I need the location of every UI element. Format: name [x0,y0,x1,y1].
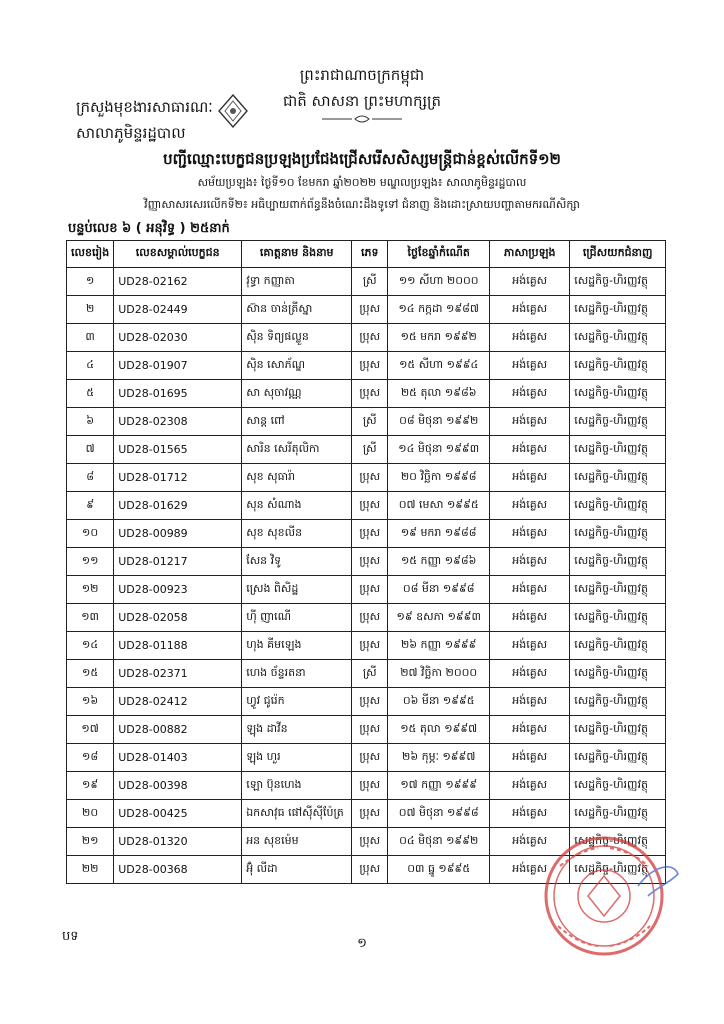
cell-language: អង់គ្លេស [490,772,570,800]
cell-gender: ប្រុស [352,856,388,884]
cell-specialty: សេដ្ឋកិច្ច-ហិរញ្ញវត្ថុ [570,856,666,884]
cell-candidate-id: UD28-02371 [114,660,242,688]
ministry-name: ក្រសួងមុខងារសាធារណៈ [76,98,213,116]
cell-no: ៣ [67,324,114,352]
cell-language: អង់គ្លេស [490,324,570,352]
ministry-logo-icon [218,94,248,128]
cell-gender: ស្រី [352,408,388,436]
cell-name: ស៊ិន សោភ័ណ្ឌ [242,352,352,380]
cell-no: ៧ [67,436,114,464]
cell-no: ២២ [67,856,114,884]
cell-name: វុទ្ធា កញ្ញាតា [242,268,352,296]
cell-gender: ប្រុស [352,520,388,548]
cell-name: សែន វិទូ [242,548,352,576]
cell-language: អង់គ្លេស [490,492,570,520]
cell-language: អង់គ្លេស [490,660,570,688]
cell-language: អង់គ្លេស [490,464,570,492]
cell-no: ១៧ [67,716,114,744]
cell-specialty: សេដ្ឋកិច្ច-ហិរញ្ញវត្ថុ [570,268,666,296]
cell-no: ២១ [67,828,114,856]
cell-no: ១៣ [67,604,114,632]
table-row [67,716,666,744]
cell-specialty: សេដ្ឋកិច្ច-ហិរញ្ញវត្ថុ [570,548,666,576]
cell-candidate-id: UD28-01403 [114,744,242,772]
table-row [67,688,666,716]
cell-name: ឡោ ប៊ុនហេង [242,772,352,800]
cell-dob: ០៧ មិថុនា ១៩៩៨ [388,800,490,828]
cell-gender: ប្រុស [352,716,388,744]
cell-gender: ប្រុស [352,576,388,604]
table-row [67,632,666,660]
cell-specialty: សេដ្ឋកិច្ច-ហិរញ្ញវត្ថុ [570,352,666,380]
cell-no: ១៩ [67,772,114,800]
table-row [67,492,666,520]
school-name: សាលាភូមិន្ទរដ្ឋបាល [76,124,186,142]
cell-language: អង់គ្លេស [490,604,570,632]
table-row [67,268,666,296]
exam-session: សម័យប្រឡង៖ ថ្ងៃទី១០ ខែមករា ឆ្នាំ២០២២ មណ្ឌលប្រឡង៖ សាលាភូមិន្ទរដ្ឋបាល [197,176,527,189]
cell-candidate-id: UD28-01907 [114,352,242,380]
cell-name: ស៊ិន ទិព្យផល្លួន [242,324,352,352]
cell-name: ហ្វូវ ជូរ៉េក [242,688,352,716]
cell-candidate-id: UD28-02058 [114,604,242,632]
cell-dob: ០៨ មិថុនា ១៩៩២ [388,408,490,436]
cell-language: អង់គ្លេស [490,856,570,884]
table-row [67,436,666,464]
cell-gender: ប្រុស [352,352,388,380]
cell-dob: ១៥ មករា ១៩៩២ [388,324,490,352]
cell-gender: ប្រុស [352,688,388,716]
table-row [67,548,666,576]
cell-language: អង់គ្លេស [490,828,570,856]
cell-dob: ២៦ កុម្ភៈ ១៩៩៧ [388,744,490,772]
cell-no: ៨ [67,464,114,492]
document-title: បញ្ជីឈ្មោះបេក្ខជនប្រឡងប្រជែងជ្រើសរើសសិស្សមន្ត្រីជាន់ខ្ពស់លើកទី១២ [163,150,561,168]
table-header-row [67,241,666,268]
cell-dob: ១៤ កក្កដា ១៩៨៧ [388,296,490,324]
cell-candidate-id: UD28-01695 [114,380,242,408]
cell-name: សុខ សុខលីន [242,520,352,548]
cell-gender: ប្រុស [352,380,388,408]
cell-specialty: សេដ្ឋកិច្ច-ហិរញ្ញវត្ថុ [570,688,666,716]
cell-gender: ស្រី [352,660,388,688]
table-row [67,464,666,492]
cell-language: អង់គ្លេស [490,688,570,716]
table-row [67,520,666,548]
cell-dob: ១១ សីហា ២០០០ [388,268,490,296]
cell-no: ២ [67,296,114,324]
ornament-divider-icon [322,114,402,124]
cell-language: អង់គ្លេស [490,548,570,576]
cell-dob: ១៩ ឧសភា ១៩៩៣ [388,604,490,632]
table-row [67,576,666,604]
cell-language: អង់គ្លេស [490,744,570,772]
cell-gender: ប្រុស [352,772,388,800]
cell-gender: ប្រុស [352,744,388,772]
cell-specialty: សេដ្ឋកិច្ច-ហិរញ្ញវត្ថុ [570,408,666,436]
cell-candidate-id: UD28-00368 [114,856,242,884]
cell-dob: ១៥ តុលា ១៩៩៧ [388,716,490,744]
cell-language: អង់គ្លេស [490,352,570,380]
cell-dob: ០៤ មិថុនា ១៩៩២ [388,828,490,856]
table-row [67,744,666,772]
cell-candidate-id: UD28-02030 [114,324,242,352]
cell-name: សុខ សុធារ៉ា [242,464,352,492]
cell-name: ស្រេង ពិសិដ្ឋ [242,576,352,604]
room-label: បន្ទប់លេខ ៦ ( អនុវិទ្ធ ) ២៥នាក់ [68,221,230,236]
cell-name: ស៊ាន ចាន់ត្រីស្នា [242,296,352,324]
cell-candidate-id: UD28-02449 [114,296,242,324]
cell-dob: ១៩ មករា ១៩៨៨ [388,520,490,548]
table-row [67,380,666,408]
cell-name: ហេង ច័ន្ទរតនា [242,660,352,688]
cell-no: ២០ [67,800,114,828]
cell-no: ៤ [67,352,114,380]
cell-candidate-id: UD28-01629 [114,492,242,520]
page-number: ១ [357,936,367,951]
cell-candidate-id: UD28-01320 [114,828,242,856]
cell-no: ១១ [67,548,114,576]
table-row [67,352,666,380]
cell-language: អង់គ្លេស [490,436,570,464]
cell-gender: ប្រុស [352,324,388,352]
cell-specialty: សេដ្ឋកិច្ច-ហិរញ្ញវត្ថុ [570,296,666,324]
cell-name: អន សុខម៉េម [242,828,352,856]
cell-gender: ស្រី [352,268,388,296]
cell-gender: ប្រុស [352,464,388,492]
cell-language: អង់គ្លេស [490,408,570,436]
cell-candidate-id: UD28-00923 [114,576,242,604]
cell-specialty: សេដ្ឋកិច្ច-ហិរញ្ញវត្ថុ [570,520,666,548]
cell-name: អ៊ុំ លីដា [242,856,352,884]
cell-language: អង់គ្លេស [490,800,570,828]
table-row [67,800,666,828]
kingdom-heading: ព្រះរាជាណាចក្រកម្ពុជា [299,66,425,84]
cell-specialty: សេដ្ឋកិច្ច-ហិរញ្ញវត្ថុ [570,324,666,352]
cell-name: សា សុចាវណ្ណ [242,380,352,408]
cell-name: សុន សំណាង [242,492,352,520]
cell-dob: ២៦ កញ្ញា ១៩៩៩ [388,632,490,660]
cell-candidate-id: UD28-01188 [114,632,242,660]
cell-specialty: សេដ្ឋកិច្ច-ហិរញ្ញវត្ថុ [570,436,666,464]
cell-dob: ១៥ សីហា ១៩៩៤ [388,352,490,380]
table-row [67,660,666,688]
cell-name: ឯកសាវុធ ផៅស៊ីស៊ីប៉ែត្រ [242,800,352,828]
cell-candidate-id: UD28-01565 [114,436,242,464]
cell-language: អង់គ្លេស [490,632,570,660]
header-dob: ថ្ងៃខែឆ្នាំកំណើត [388,241,490,268]
header-language: ភាសាប្រឡង [490,241,570,268]
cell-name: ឡុង ដាវីន [242,716,352,744]
table-row [67,408,666,436]
cell-no: ១៤ [67,632,114,660]
cell-dob: ២៧ វិច្ឆិកា ២០០០ [388,660,490,688]
cell-candidate-id: UD28-00398 [114,772,242,800]
cell-no: ១ [67,268,114,296]
header-name: គោត្តនាម និងនាម [242,241,352,268]
cell-no: ៩ [67,492,114,520]
cell-language: អង់គ្លេស [490,380,570,408]
cell-specialty: សេដ្ឋកិច្ច-ហិរញ្ញវត្ថុ [570,576,666,604]
table-row [67,772,666,800]
cell-dob: ០៨ មីនា ១៩៩៨ [388,576,490,604]
cell-specialty: សេដ្ឋកិច្ច-ហិរញ្ញវត្ថុ [570,744,666,772]
cell-gender: ប្រុស [352,548,388,576]
cell-name: ហ៊ី ញាណើ [242,604,352,632]
cell-no: ៦ [67,408,114,436]
cell-no: ១៦ [67,688,114,716]
cell-dob: ២៥ តុលា ១៩៨៦ [388,380,490,408]
cell-candidate-id: UD28-02308 [114,408,242,436]
header-candidate-id: លេខសម្គាល់បេក្ខជន [114,241,242,268]
header-no: លេខរៀង [67,241,114,268]
cell-candidate-id: UD28-02162 [114,268,242,296]
cell-dob: ០៣ ធ្នូ ១៩៩៥ [388,856,490,884]
cell-no: ៥ [67,380,114,408]
cell-no: ១០ [67,520,114,548]
cell-candidate-id: UD28-00989 [114,520,242,548]
cell-gender: ស្រី [352,436,388,464]
cell-gender: ប្រុស [352,604,388,632]
motto-heading: ជាតិ សាសនា ព្រះមហាក្សត្រ [282,92,442,110]
cell-specialty: សេដ្ឋកិច្ច-ហិរញ្ញវត្ថុ [570,772,666,800]
cell-specialty: សេដ្ឋកិច្ច-ហិរញ្ញវត្ថុ [570,800,666,828]
cell-dob: ១៥ កញ្ញា ១៩៨៦ [388,548,490,576]
cell-candidate-id: UD28-00882 [114,716,242,744]
cell-specialty: សេដ្ឋកិច្ច-ហិរញ្ញវត្ថុ [570,632,666,660]
table-body [67,268,666,884]
cell-language: អង់គ្លេស [490,576,570,604]
header-gender: ភេទ [352,241,388,268]
cell-candidate-id: UD28-01712 [114,464,242,492]
page-code: បទ [62,929,79,944]
cell-specialty: សេដ្ឋកិច្ច-ហិរញ្ញវត្ថុ [570,660,666,688]
cell-gender: ប្រុស [352,632,388,660]
cell-gender: ប្រុស [352,800,388,828]
cell-language: អង់គ្លេស [490,716,570,744]
cell-no: ១៨ [67,744,114,772]
cell-specialty: សេដ្ឋកិច្ច-ហិរញ្ញវត្ថុ [570,716,666,744]
cell-dob: ១៤ មិថុនា ១៩៩៣ [388,436,490,464]
cell-candidate-id: UD28-01217 [114,548,242,576]
cell-dob: ២០ វិច្ឆិកា ១៩៩៨ [388,464,490,492]
cell-name: សាន្ត ពៅ [242,408,352,436]
table-row [67,296,666,324]
cell-specialty: សេដ្ឋកិច្ច-ហិរញ្ញវត្ថុ [570,492,666,520]
cell-gender: ប្រុស [352,828,388,856]
candidate-table [66,240,666,884]
cell-candidate-id: UD28-02412 [114,688,242,716]
cell-language: អង់គ្លេស [490,520,570,548]
cell-specialty: សេដ្ឋកិច្ច-ហិរញ្ញវត្ថុ [570,464,666,492]
header-specialty: ជ្រើសយកជំនាញ [570,241,666,268]
cell-gender: ប្រុស [352,492,388,520]
table-row [67,604,666,632]
cell-dob: ១៧ កញ្ញា ១៩៩៩ [388,772,490,800]
cell-specialty: សេដ្ឋកិច្ច-ហិរញ្ញវត្ថុ [570,380,666,408]
cell-specialty: សេដ្ឋកិច្ច-ហិរញ្ញវត្ថុ [570,604,666,632]
cell-no: ១៥ [67,660,114,688]
cell-no: ១២ [67,576,114,604]
cell-name: ហុង គីមឡេង [242,632,352,660]
cell-specialty: សេដ្ឋកិច្ច-ហិរញ្ញវត្ថុ [570,828,666,856]
cell-language: អង់គ្លេស [490,296,570,324]
cell-name: សារិន សេរីតុលិកា [242,436,352,464]
cell-language: អង់គ្លេស [490,268,570,296]
cell-candidate-id: UD28-00425 [114,800,242,828]
table-row [67,324,666,352]
cell-dob: ០៦ មីនា ១៩៩៥ [388,688,490,716]
cell-name: ឡុង ហួរ [242,744,352,772]
exam-subject: វិញ្ញាសាសរសេរលើកទី២៖ អធិប្បាយពាក់ព័ន្ធនឹងចំណេះដឹងទូទៅ ជំនាញ និងដោះស្រាយបញ្ហាតាមករណីសិក្សា [144,198,580,211]
cell-dob: ០៧ មេសា ១៩៩៥ [388,492,490,520]
cell-gender: ប្រុស [352,296,388,324]
